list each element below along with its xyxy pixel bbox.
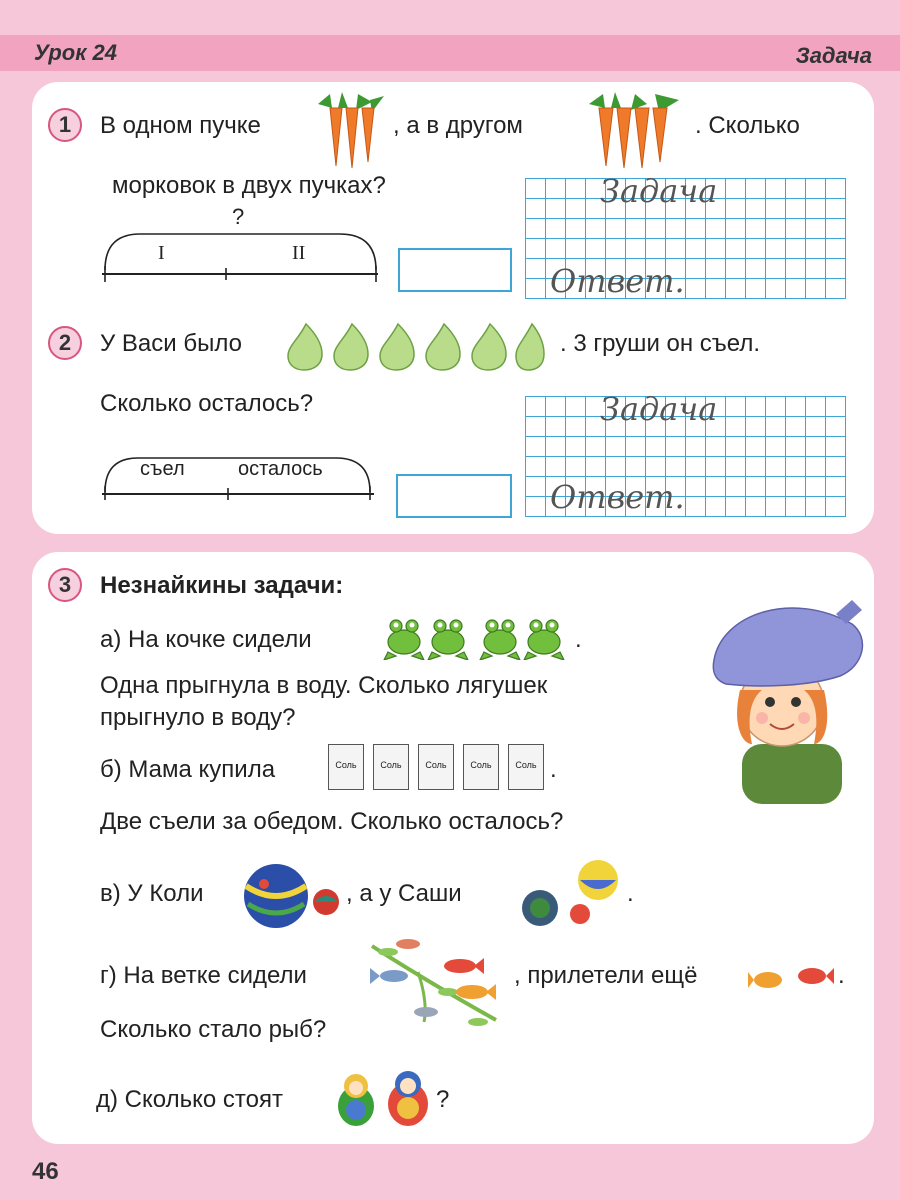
task-number-3: 3 xyxy=(48,568,82,602)
neznayka-character-icon xyxy=(712,594,872,804)
task2-answer-box[interactable] xyxy=(396,474,512,518)
task1-text-part3: . Сколько xyxy=(695,112,800,139)
salt-box-icon: Соль xyxy=(373,744,409,790)
task2-grid-title: Задача xyxy=(600,390,718,428)
task3g-line2: Сколько стало рыб? xyxy=(100,1016,327,1043)
task3g-text-part3: . xyxy=(838,962,845,989)
two-fish-icon xyxy=(748,958,836,998)
pears-row-icon xyxy=(282,318,554,372)
salt-box-icon: Соль xyxy=(418,744,454,790)
task2-text-part2: . 3 груши он съел. xyxy=(560,330,761,357)
task3b-text-part2: . xyxy=(550,756,557,783)
salt-boxes-row xyxy=(328,744,544,792)
task1-text-part2: , а в другом xyxy=(393,112,523,139)
frogs-icon xyxy=(382,612,570,660)
task3b-line2: Две съели за обедом. Сколько осталось? xyxy=(100,808,564,835)
diagram1-part2-label: II xyxy=(292,242,306,264)
salt-box-icon: Соль xyxy=(328,744,364,790)
task1-answer-box[interactable] xyxy=(398,248,512,292)
fish-on-branch-icon xyxy=(368,932,500,1032)
diagram2-part1-label: съел xyxy=(140,458,185,480)
salt-box-icon: Соль xyxy=(463,744,499,790)
matryoshka-dolls-icon xyxy=(334,1066,434,1128)
lesson-header-bar xyxy=(0,35,900,71)
task3-title: Незнайкины задачи: xyxy=(100,572,344,599)
task2-grid-answer: Ответ. xyxy=(550,478,685,516)
diagram2-part2-label: осталось xyxy=(238,458,323,480)
task3v-text-part1: в) У Коли xyxy=(100,880,204,907)
task3a-text-part1: а) На кочке сидели xyxy=(100,626,312,653)
task3g-text-part2: , прилетели ещё xyxy=(514,962,698,989)
task3g-text-part1: г) На ветке сидели xyxy=(100,962,307,989)
task3d-text-part1: д) Сколько стоят xyxy=(96,1086,283,1113)
task1-question: морковок в двух пучках? xyxy=(112,172,386,199)
kolya-balls-icon xyxy=(240,856,344,930)
section-title: Задача xyxy=(795,43,872,68)
salt-box-icon: Соль xyxy=(508,744,544,790)
lesson-title: Урок 24 xyxy=(34,40,117,65)
page-number: 46 xyxy=(32,1158,59,1185)
task3d-text-part2: ? xyxy=(436,1086,450,1113)
task3v-text-part2: , а у Саши xyxy=(346,880,462,907)
task3v-text-part3: . xyxy=(627,880,634,907)
task2-question: Сколько осталось? xyxy=(100,390,314,417)
task-number-2: 2 xyxy=(48,326,82,360)
task1-grid-answer: Ответ. xyxy=(550,262,685,300)
task1-segment-diagram xyxy=(100,228,382,286)
carrot-bunch-3-icon xyxy=(312,90,390,170)
sasha-balls-icon xyxy=(518,858,624,928)
task2-text-part1: У Васи было xyxy=(100,330,242,357)
task3b-text-part1: б) Мама купила xyxy=(100,756,276,783)
task-number-1: 1 xyxy=(48,108,82,142)
task1-grid-title: Задача xyxy=(600,172,718,210)
diagram1-part1-label: I xyxy=(158,242,165,264)
task3a-text-part2: . xyxy=(575,626,582,653)
carrot-bunch-4-icon xyxy=(585,90,685,170)
diagram1-question-mark: ? xyxy=(232,204,245,229)
task3a-line2: Одна прыгнула в воду. Сколько лягушек xyxy=(100,672,548,699)
task1-text-part1: В одном пучке xyxy=(100,112,261,139)
task3a-line3: прыгнуло в воду? xyxy=(100,704,296,731)
